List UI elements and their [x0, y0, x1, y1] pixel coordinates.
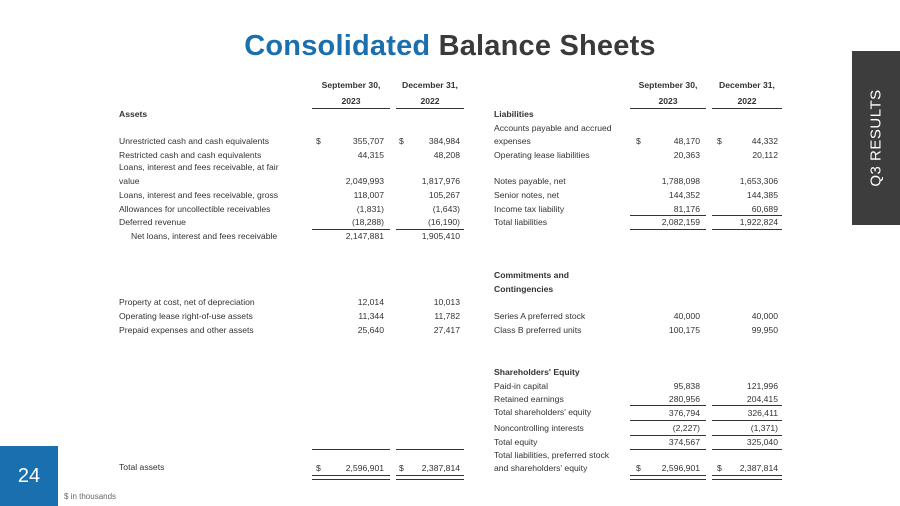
- equity-heading: Shareholders' Equity: [494, 367, 580, 377]
- asset-sep: (1,831): [356, 204, 384, 214]
- currency-symbol: $: [717, 463, 722, 473]
- asset-dec: 1,905,410: [421, 231, 460, 241]
- equity-label: Total shareholders' equity: [494, 407, 592, 417]
- equity-dec: 204,415: [746, 394, 778, 404]
- equity-label: Total equity: [494, 437, 538, 447]
- double-underline: [312, 475, 390, 480]
- asset-sep: 44,315: [357, 150, 384, 160]
- equity-sep: 376,794: [668, 408, 700, 418]
- liability-sep: 20,363: [673, 150, 700, 160]
- commitments-heading: Commitments and: [494, 270, 569, 280]
- preferred-label: Class B preferred units: [494, 325, 582, 335]
- liability-sep: 144,352: [668, 190, 700, 200]
- asset-label: Property at cost, net of depreciation: [119, 297, 255, 307]
- preferred-dec: 40,000: [751, 311, 778, 321]
- currency-symbol: $: [636, 136, 641, 146]
- section-tab-label: Q3 RESULTS: [867, 89, 885, 187]
- liability-dec: 44,332: [751, 136, 778, 146]
- asset-dec: 11,782: [434, 311, 460, 321]
- asset-dec: 384,984: [428, 136, 460, 146]
- col-header-dec-year: 2022: [737, 96, 757, 106]
- asset-label: Deferred revenue: [119, 217, 186, 227]
- currency-symbol: $: [316, 136, 321, 146]
- grand-total-sep: 2,596,901: [661, 463, 700, 473]
- liability-label: Notes payable, net: [494, 176, 566, 186]
- double-underline: [630, 475, 706, 480]
- asset-sep: 25,640: [357, 325, 384, 335]
- commitments-heading-cont: Contingencies: [494, 284, 554, 294]
- currency-symbol: $: [717, 136, 722, 146]
- equity-sep: (2,227): [672, 423, 700, 433]
- subtotal-rule: [630, 435, 706, 436]
- section-tab: [852, 51, 900, 225]
- currency-symbol: $: [399, 136, 404, 146]
- asset-sep: 2,049,993: [345, 176, 384, 186]
- subtotal-rule: [630, 229, 706, 230]
- col-header-dec: December 31,: [719, 80, 775, 90]
- liability-dec: 1,922,824: [739, 217, 778, 227]
- col-header-dec-year: 2022: [420, 96, 440, 106]
- col-header-dec: December 31,: [402, 80, 458, 90]
- page-number: 24: [0, 446, 58, 506]
- col-header-sep: September 30,: [321, 80, 381, 90]
- subtotal-rule: [712, 405, 782, 406]
- liabilities-heading: Liabilities: [494, 109, 534, 119]
- liability-label: Total liabilities: [494, 217, 548, 227]
- asset-dec: 105,267: [428, 190, 460, 200]
- total-rule: [396, 449, 464, 450]
- asset-dec: (16,190): [427, 217, 460, 227]
- asset-sep: 355,707: [352, 136, 384, 146]
- title-rest: Balance Sheets: [438, 30, 656, 62]
- equity-dec: 121,996: [746, 381, 778, 391]
- asset-dec: 27,417: [433, 325, 460, 335]
- grand-total-label: Total liabilities, preferred stock: [494, 450, 610, 460]
- subtotal-rule: [630, 420, 706, 421]
- liability-label: Operating lease liabilities: [494, 150, 590, 160]
- asset-label: Allowances for uncollectible receivables: [119, 204, 271, 214]
- liability-dec: 1,653,306: [739, 176, 778, 186]
- subtotal-rule: [712, 229, 782, 230]
- liability-sep: 81,176: [673, 204, 700, 214]
- total-rule: [712, 449, 782, 450]
- double-underline: [712, 475, 782, 480]
- assets-heading: Assets: [119, 109, 148, 119]
- total-assets-label: Total assets: [119, 462, 165, 472]
- subtotal-rule: [712, 420, 782, 421]
- preferred-dec: 99,950: [751, 325, 778, 335]
- equity-sep: 374,567: [668, 437, 700, 447]
- liability-sep: 2,082,159: [661, 217, 700, 227]
- currency-symbol: $: [316, 463, 321, 473]
- asset-label: Loans, interest and fees receivable, at fair: [119, 162, 279, 172]
- asset-dec: 10,013: [433, 297, 460, 307]
- header-rule: [630, 108, 706, 109]
- asset-dec: 1,817,976: [421, 176, 460, 186]
- subtotal-rule: [312, 229, 390, 230]
- asset-label: Restricted cash and cash equivalents: [119, 150, 262, 160]
- col-header-sep: September 30,: [638, 80, 698, 90]
- footnote: $ in thousands: [64, 492, 117, 501]
- asset-sep: 118,007: [353, 190, 384, 200]
- asset-label-cont: value: [119, 176, 140, 186]
- asset-sep: 12,014: [357, 297, 384, 307]
- equity-sep: 95,838: [673, 381, 700, 391]
- asset-dec: 48,208: [433, 150, 460, 160]
- equity-label: Paid-in capital: [494, 381, 548, 391]
- grand-total-dec: 2,387,814: [739, 463, 778, 473]
- asset-sep: 11,344: [358, 311, 384, 321]
- page-title: [0, 30, 900, 63]
- liability-dec: 144,385: [746, 190, 778, 200]
- liability-label: Accounts payable and accrued: [494, 123, 612, 133]
- subtotal-rule: [630, 215, 706, 216]
- asset-label: Loans, interest and fees receivable, gross: [119, 190, 279, 200]
- equity-label: Noncontrolling interests: [494, 423, 584, 433]
- asset-sep: (18,288): [351, 217, 384, 227]
- equity-dec: 326,411: [747, 408, 778, 418]
- currency-symbol: $: [636, 463, 641, 473]
- header-rule: [712, 108, 782, 109]
- liability-sep: 48,170: [673, 136, 700, 146]
- liability-dec: 60,689: [751, 204, 778, 214]
- liability-label-cont: expenses: [494, 136, 531, 146]
- asset-dec: (1,643): [432, 204, 460, 214]
- liability-label: Senior notes, net: [494, 190, 559, 200]
- double-underline: [396, 475, 464, 480]
- total-assets-sep: 2,596,901: [345, 463, 384, 473]
- liability-dec: 20,112: [752, 150, 778, 160]
- equity-label: Retained earnings: [494, 394, 564, 404]
- currency-symbol: $: [399, 463, 404, 473]
- asset-label: Unrestricted cash and cash equivalents: [119, 136, 269, 146]
- equity-dec: (1,371): [750, 423, 778, 433]
- col-header-sep-year: 2023: [341, 96, 361, 106]
- liability-label: Income tax liability: [494, 204, 565, 214]
- preferred-label: Series A preferred stock: [494, 311, 586, 321]
- preferred-sep: 40,000: [673, 311, 700, 321]
- asset-label: Operating lease right-of-use assets: [119, 311, 253, 321]
- asset-sep: 2,147,881: [345, 231, 384, 241]
- subtotal-rule: [630, 405, 706, 406]
- subtotal-rule: [712, 215, 782, 216]
- header-rule: [312, 108, 390, 109]
- liability-sep: 1,788,098: [661, 176, 700, 186]
- preferred-sep: 100,175: [668, 325, 700, 335]
- total-rule: [312, 449, 390, 450]
- grand-total-label-cont: and shareholders' equity: [494, 463, 588, 473]
- asset-label-subtotal: Net loans, interest and fees receivable: [131, 231, 278, 241]
- total-rule: [630, 449, 706, 450]
- asset-label: Prepaid expenses and other assets: [119, 325, 254, 335]
- subtotal-rule: [712, 435, 782, 436]
- title-accent: Consolidated: [244, 30, 431, 62]
- col-header-sep-year: 2023: [658, 96, 678, 106]
- equity-dec: 325,040: [746, 437, 778, 447]
- total-assets-dec: 2,387,814: [421, 463, 460, 473]
- subtotal-rule: [396, 229, 464, 230]
- header-rule: [396, 108, 464, 109]
- equity-sep: 280,956: [668, 394, 700, 404]
